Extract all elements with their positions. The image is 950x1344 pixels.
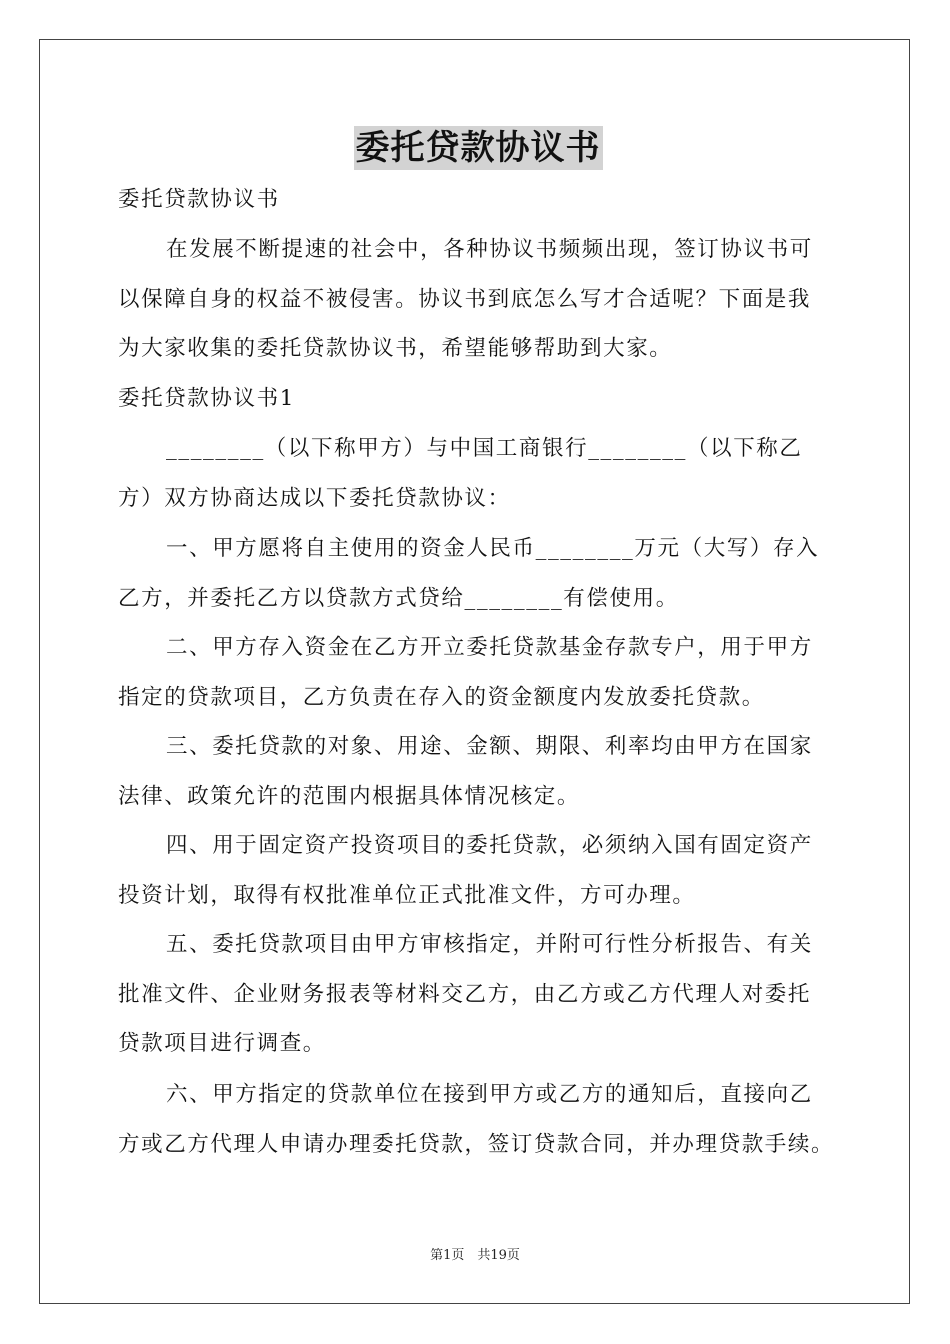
clause-line: 批准文件、企业财务报表等材料交乙方，由乙方或乙方代理人对委托	[118, 981, 812, 1007]
clause-1	[118, 524, 838, 623]
page-number: 第1页 共19页	[430, 1248, 520, 1263]
parties-line: ________（以下称甲方）与中国工商银行________（以下称乙	[166, 436, 803, 461]
clause-line: 投资计划，取得有权批准单位正式批准文件，方可办理。	[118, 882, 696, 908]
intro-paragraph	[118, 225, 838, 374]
subtitle-block	[118, 175, 838, 225]
section-heading-block	[118, 374, 838, 424]
title-container	[118, 126, 838, 170]
clause-6	[118, 1070, 838, 1169]
document-title: 委托贷款协议书	[355, 128, 601, 168]
clause-line: 法律、政策允许的范围内根据具体情况核定。	[118, 783, 581, 809]
clause-line: 二、甲方存入资金在乙方开立委托贷款基金存款专户，用于甲方	[166, 635, 813, 660]
intro-line: 为大家收集的委托贷款协议书，希望能够帮助到大家。	[118, 336, 673, 362]
page-footer	[0, 1244, 950, 1263]
intro-line: 在发展不断提速的社会中，各种协议书频频出现，签订协议书可	[166, 237, 813, 262]
clause-line: 乙方，并委托乙方以贷款方式贷给________有偿使用。	[118, 585, 679, 611]
document-subtitle: 委托贷款协议书	[118, 187, 280, 212]
clause-line: 五、委托贷款项目由甲方审核指定，并附可行性分析报告、有关	[166, 932, 813, 957]
section-heading: 委托贷款协议书1	[118, 386, 295, 411]
clause-3	[118, 722, 838, 821]
clause-line: 三、委托贷款的对象、用途、金额、期限、利率均由甲方在国家	[166, 734, 813, 759]
clause-line: 指定的贷款项目，乙方负责在存入的资金额度内发放委托贷款。	[118, 684, 765, 710]
clause-line: 一、甲方愿将自主使用的资金人民币________万元（大写）存入	[166, 536, 820, 561]
clause-line: 六、甲方指定的贷款单位在接到甲方或乙方的通知后，直接向乙	[166, 1082, 813, 1107]
clause-5	[118, 920, 838, 1069]
clause-4	[118, 821, 838, 920]
intro-line: 以保障自身的权益不被侵害。协议书到底怎么写才合适呢？下面是我	[118, 286, 812, 312]
clause-line: 方或乙方代理人申请办理委托贷款，签订贷款合同，并办理贷款手续。	[118, 1131, 835, 1157]
parties-paragraph	[118, 424, 838, 523]
clause-line: 四、用于固定资产投资项目的委托贷款，必须纳入国有固定资产	[166, 833, 813, 858]
clause-2	[118, 623, 838, 722]
clause-line: 贷款项目进行调查。	[118, 1031, 326, 1057]
parties-line: 方）双方协商达成以下委托贷款协议：	[118, 485, 511, 511]
